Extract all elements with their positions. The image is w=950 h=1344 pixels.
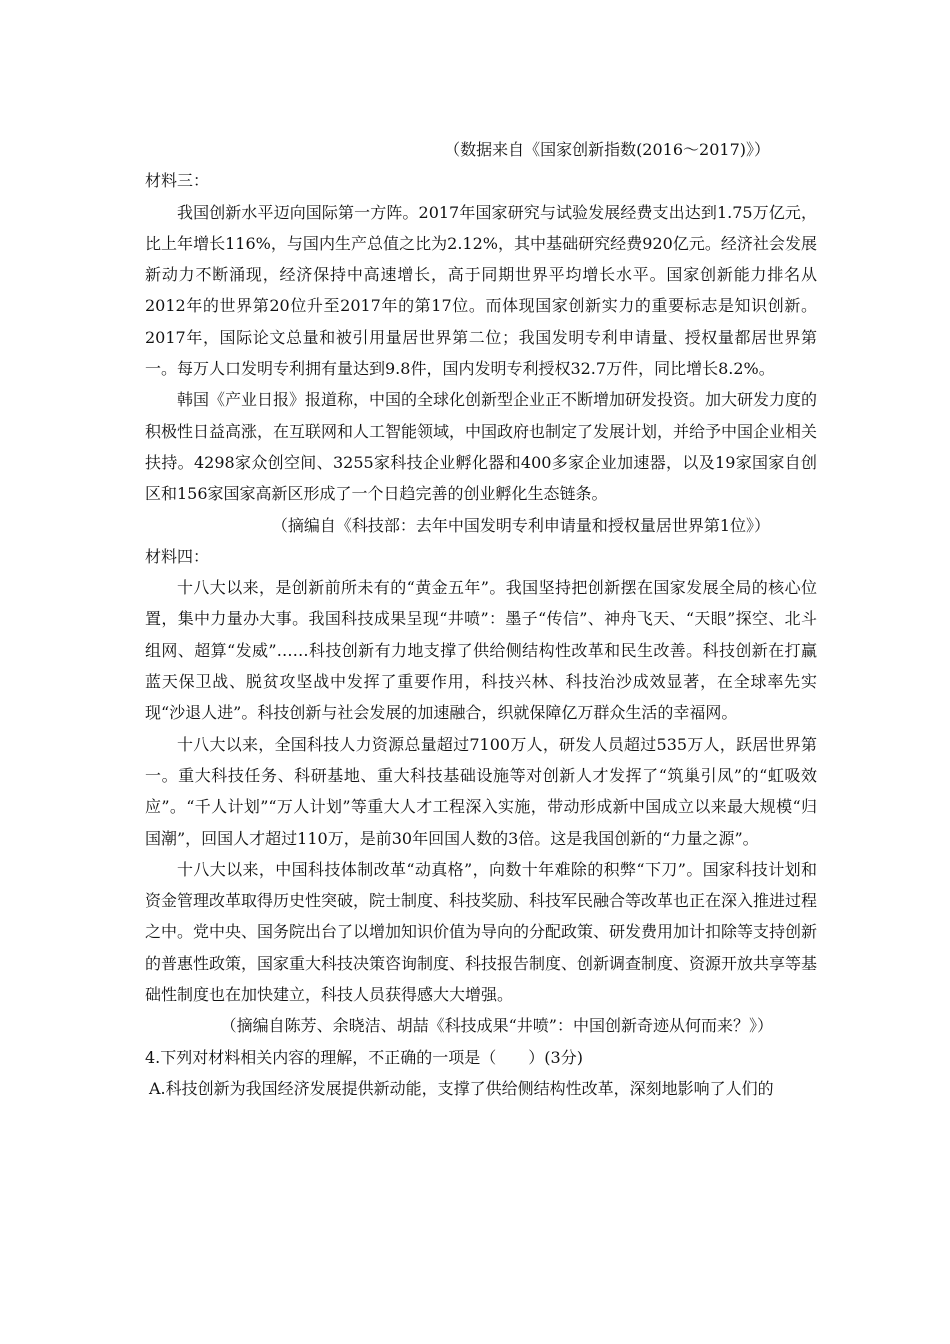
material-4-heading: 材料四： xyxy=(145,546,210,566)
source-citation-index: （数据来自《国家创新指数(2016～2017)》） xyxy=(444,140,770,159)
material-3-paragraph-1: 我国创新水平迈向国际第一方阵。2017年国家研究与试验发展经费支出达到1.75万亿元，比上年增长116%，与国内生产总值之比为2.12%，其中基础研究经费920亿元。经济社会发展新动力不断涌现，经济保持中高速增长，高于同期世界平均增长水平。国家创新能力排名从2012年的世界第20位升至2017年的第17位。而体现国家创新实力的重要标志是知识创新。2017年，国际论文总量和被引用量居世界第二位；我国发明专利申请量、授权量都居世界第一。每万人口发明专利拥有量达到9.8件，国内发明专利授权32.7万件，同比增长8.2%。 xyxy=(145,202,817,379)
material-3-paragraph-2: 韩国《产业日报》报道称，中国的全球化创新型企业正不断增加研发投资。加大研发力度的积极性日益高涨，在互联网和人工智能领域，中国政府也制定了发展计划，并给予中国企业相关扶持。4298家众创空间、3255家科技企业孵化器和400多家企业加速器，以及19家国家自创区和156家国家高新区形成了一个日趋完善的创业孵化生态链条。 xyxy=(145,390,818,504)
question-4-option-a: A.科技创新为我国经济发展提供新动能，支撑了供给侧结构性改革，深刻地影响了人们的 xyxy=(149,1078,774,1098)
material-3-heading: 材料三： xyxy=(145,171,210,191)
document-body xyxy=(145,134,817,1104)
material-4-source: （摘编自陈芳、余晓洁、胡喆《科技成果“井喷”：中国创新奇迹从何而来？》） xyxy=(220,1016,773,1036)
material-3-source: （摘编自《科技部：去年中国发明专利申请量和授权量居世界第1位》） xyxy=(271,515,770,535)
material-4-paragraph-1: 十八大以来，是创新前所未有的“黄金五年”。我国坚持把创新摆在国家发展全局的核心位置，集中力量办大事。我国科技成果呈现“井喷”：墨子“传信”、神舟飞天、“天眼”探空、北斗组网、超算“发威”……科技创新有力地支撑了供给侧结构性改革和民生改善。科技创新在打赢蓝天保卫战、脱贫攻坚战中发挥了重要作用，科技兴林、科技治沙成效显著，在全球率先实现“沙退人进”。科技创新与社会发展的加速融合，织就保障亿万群众生活的幸福网。 xyxy=(145,578,817,723)
material-4-paragraph-2: 十八大以来，全国科技人力资源总量超过7100万人，研发人员超过535万人，跃居世界第一。重大科技任务、科研基地、重大科技基础设施等对创新人才发挥了“筑巢引凤”的“虹吸效应”。“千人计划”“万人计划”等重大人才工程深入实施，带动形成新中国成立以来最大规模“归国潮”，回国人才超过110万，是前30年回国人数的3倍。这是我国创新的“力量之源”。 xyxy=(145,734,817,848)
material-4-paragraph-3: 十八大以来，中国科技体制改革“动真格”，向数十年难除的积弊“下刀”。国家科技计划和资金管理改革取得历史性突破，院士制度、科技奖励、科技军民融合等改革也正在深入推进过程之中。党中央、国务院出台了以增加知识价值为导向的分配政策、研发费用加计扣除等支持创新的普惠性政策，国家重大科技决策咨询制度、科技报告制度、创新调查制度、资源开放共享等基础性制度也在加快建立，科技人员获得感大大增强。 xyxy=(145,859,818,1005)
question-4-stem: 4.下列对材料相关内容的理解，不正确的一项是（ ）(3分) xyxy=(145,1047,583,1067)
